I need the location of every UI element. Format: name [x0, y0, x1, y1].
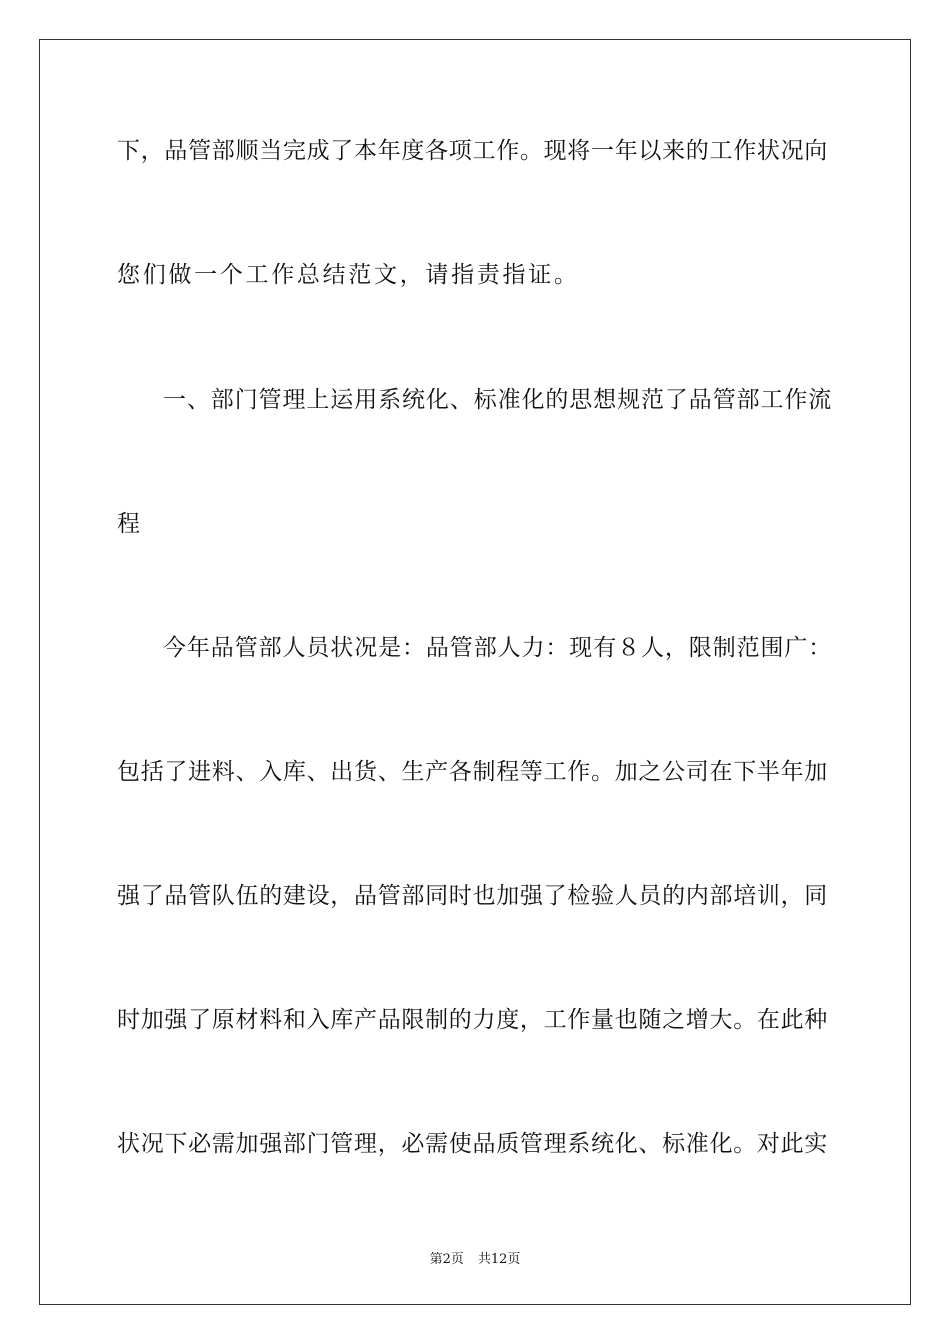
body-text-line-1: 下，品管部顺当完成了本年度各项工作。现将一年以来的工作状况向	[117, 138, 828, 164]
page-footer	[0, 1248, 950, 1267]
section-heading-line-2: 程	[117, 511, 143, 537]
section-heading-line-1: 一、部门管理上运用系统化、标准化的思想规范了品管部工作流	[163, 387, 833, 413]
page-number: 第2页	[429, 1252, 464, 1267]
body-text-line-2: 您们做一个工作总结范文，请指责指证。	[117, 262, 580, 288]
body-text-line-4: 包括了进料、入库、出货、生产各制程等工作。加之公司在下半年加	[117, 759, 828, 785]
page-total: 共12页	[477, 1252, 521, 1267]
body-text-line-6: 时加强了原材料和入库产品限制的力度，工作量也随之增大。在此种	[117, 1007, 828, 1033]
body-text-line-5: 强了品管队伍的建设，品管部同时也加强了检验人员的内部培训，同	[117, 883, 828, 909]
page-border	[39, 39, 911, 1305]
body-text-line-3: 今年品管部人员状况是：品管部人力：现有８人，限制范围广：	[163, 635, 833, 661]
body-text-line-7: 状况下必需加强部门管理，必需使品质管理系统化、标准化。对此实	[117, 1131, 828, 1157]
